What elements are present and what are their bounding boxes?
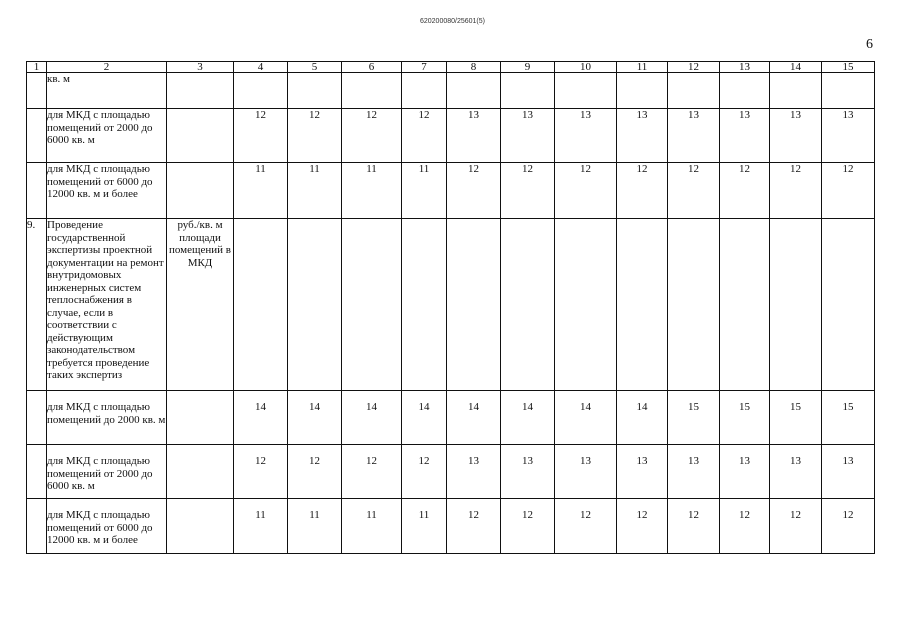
- table-row: [27, 499, 875, 554]
- value-cell: 12: [447, 499, 501, 554]
- empty-cell: [720, 219, 770, 391]
- unit-of-measure: руб./кв. м площади помещений в МКД: [167, 219, 234, 391]
- value-cell: 12: [555, 499, 617, 554]
- column-number-4: 4: [234, 62, 288, 73]
- value-cell: 12: [234, 445, 288, 499]
- value-cell: 11: [288, 163, 342, 219]
- value-cell: 12: [668, 499, 720, 554]
- empty-cell: [447, 219, 501, 391]
- empty-cell: [167, 73, 234, 109]
- row-label: для МКД с площадью помещений от 6000 до 12000 кв. м и более: [47, 499, 167, 554]
- value-cell: 12: [770, 499, 822, 554]
- rates-table: [26, 61, 875, 554]
- empty-cell: [555, 219, 617, 391]
- column-number-10: 10: [555, 62, 617, 73]
- empty-cell: [770, 219, 822, 391]
- empty-cell: [27, 73, 47, 109]
- table-row: [27, 445, 875, 499]
- value-cell: 13: [822, 109, 875, 163]
- value-cell: 12: [720, 163, 770, 219]
- value-cell: 13: [822, 445, 875, 499]
- empty-cell: [167, 163, 234, 219]
- value-cell: 12: [617, 163, 668, 219]
- value-cell: 12: [288, 445, 342, 499]
- row-label: для МКД с площадью помещений от 2000 до 6000 кв. м: [47, 445, 167, 499]
- empty-cell: [27, 163, 47, 219]
- empty-cell: [27, 499, 47, 554]
- table-row: [27, 163, 875, 219]
- empty-cell: [720, 73, 770, 109]
- value-cell: 12: [447, 163, 501, 219]
- value-cell: 13: [555, 109, 617, 163]
- value-cell: 13: [617, 109, 668, 163]
- continuation-row: [27, 73, 875, 109]
- empty-cell: [288, 219, 342, 391]
- value-cell: 13: [720, 109, 770, 163]
- empty-cell: [617, 73, 668, 109]
- column-number-9: 9: [501, 62, 555, 73]
- value-cell: 11: [234, 163, 288, 219]
- empty-cell: [668, 73, 720, 109]
- empty-cell: [342, 219, 402, 391]
- empty-cell: [402, 219, 447, 391]
- empty-cell: [167, 109, 234, 163]
- value-cell: 14: [447, 391, 501, 445]
- empty-cell: [342, 73, 402, 109]
- column-number-13: 13: [720, 62, 770, 73]
- empty-cell: [447, 73, 501, 109]
- value-cell: 13: [501, 109, 555, 163]
- value-cell: 13: [447, 445, 501, 499]
- column-number-11: 11: [617, 62, 668, 73]
- column-number-12: 12: [668, 62, 720, 73]
- value-cell: 12: [617, 499, 668, 554]
- value-cell: 12: [501, 163, 555, 219]
- column-number-15: 15: [822, 62, 875, 73]
- value-cell: 14: [402, 391, 447, 445]
- value-cell: 13: [501, 445, 555, 499]
- value-cell: 13: [668, 109, 720, 163]
- value-cell: 12: [668, 163, 720, 219]
- value-cell: 12: [770, 163, 822, 219]
- value-cell: 11: [342, 163, 402, 219]
- column-number-2: 2: [47, 62, 167, 73]
- empty-cell: [167, 445, 234, 499]
- empty-cell: [167, 391, 234, 445]
- empty-cell: [555, 73, 617, 109]
- value-cell: 14: [288, 391, 342, 445]
- empty-cell: [402, 73, 447, 109]
- value-cell: 15: [720, 391, 770, 445]
- value-cell: 14: [234, 391, 288, 445]
- value-cell: 11: [402, 499, 447, 554]
- item-number: 9.: [27, 219, 47, 391]
- value-cell: 13: [770, 445, 822, 499]
- table-row: [27, 109, 875, 163]
- value-cell: 12: [555, 163, 617, 219]
- column-number-8: 8: [447, 62, 501, 73]
- table-row: [27, 391, 875, 445]
- value-cell: 13: [447, 109, 501, 163]
- row-label: для МКД с площадью помещений до 2000 кв. м: [47, 391, 167, 445]
- column-number-3: 3: [167, 62, 234, 73]
- empty-cell: [822, 219, 875, 391]
- value-cell: 11: [234, 499, 288, 554]
- column-number-7: 7: [402, 62, 447, 73]
- row-label: для МКД с площадью помещений от 2000 до 6000 кв. м: [47, 109, 167, 163]
- value-cell: 12: [234, 109, 288, 163]
- value-cell: 15: [822, 391, 875, 445]
- empty-cell: [234, 73, 288, 109]
- value-cell: 13: [617, 445, 668, 499]
- empty-cell: [167, 499, 234, 554]
- column-number-14: 14: [770, 62, 822, 73]
- value-cell: 13: [770, 109, 822, 163]
- column-number-1: 1: [27, 62, 47, 73]
- item-title: Проведение государственной экспертизы проектной документации на ремонт внутридомовых инженерных систем теплоснабжения в случае, если в соответствии с действующим законодательством требуется проведение таких экспертиз: [47, 219, 167, 391]
- value-cell: 11: [342, 499, 402, 554]
- value-cell: 15: [770, 391, 822, 445]
- empty-cell: [617, 219, 668, 391]
- value-cell: 12: [822, 499, 875, 554]
- item-9-row: [27, 219, 875, 391]
- empty-cell: [822, 73, 875, 109]
- empty-cell: [234, 219, 288, 391]
- value-cell: 15: [668, 391, 720, 445]
- value-cell: 11: [288, 499, 342, 554]
- value-cell: 14: [617, 391, 668, 445]
- value-cell: 12: [501, 499, 555, 554]
- document-code: 620200080/25601(5): [419, 18, 485, 25]
- value-cell: 14: [555, 391, 617, 445]
- value-cell: 11: [402, 163, 447, 219]
- empty-cell: [501, 73, 555, 109]
- empty-cell: [27, 391, 47, 445]
- value-cell: 13: [668, 445, 720, 499]
- empty-cell: [27, 109, 47, 163]
- empty-cell: [27, 445, 47, 499]
- column-number-row: [27, 62, 875, 73]
- empty-cell: [288, 73, 342, 109]
- value-cell: 12: [402, 445, 447, 499]
- empty-cell: [770, 73, 822, 109]
- value-cell: 12: [822, 163, 875, 219]
- value-cell: 14: [342, 391, 402, 445]
- row-label: для МКД с площадью помещений от 6000 до 12000 кв. м и более: [47, 163, 167, 219]
- value-cell: 12: [342, 445, 402, 499]
- empty-cell: [501, 219, 555, 391]
- column-number-6: 6: [342, 62, 402, 73]
- value-cell: 12: [402, 109, 447, 163]
- value-cell: 14: [501, 391, 555, 445]
- value-cell: 13: [720, 445, 770, 499]
- page-number: 6: [866, 37, 873, 52]
- column-number-5: 5: [288, 62, 342, 73]
- empty-cell: [668, 219, 720, 391]
- value-cell: 12: [342, 109, 402, 163]
- value-cell: 12: [288, 109, 342, 163]
- continuation-text: кв. м: [47, 73, 167, 109]
- value-cell: 13: [555, 445, 617, 499]
- value-cell: 12: [720, 499, 770, 554]
